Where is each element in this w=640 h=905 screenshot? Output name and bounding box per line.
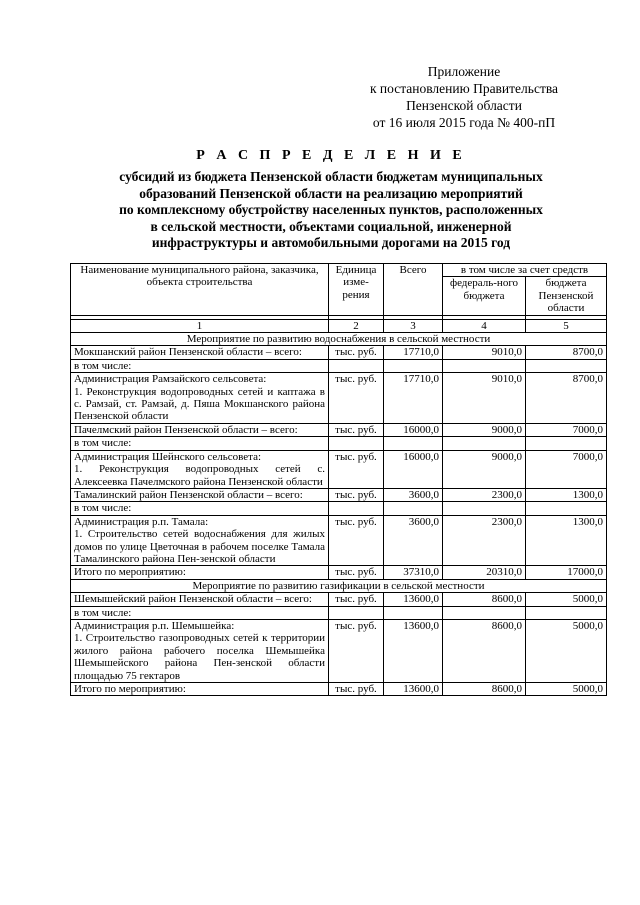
document-heading bbox=[58, 147, 604, 252]
row-name bbox=[71, 450, 329, 488]
table-row bbox=[71, 593, 607, 606]
row-regional: 7000,0 bbox=[526, 423, 607, 436]
appendix-line: Пензенской области bbox=[406, 98, 522, 113]
row-federal: 8600,0 bbox=[443, 619, 526, 682]
empty-cell bbox=[526, 437, 607, 450]
appendix-line: от 16 июля 2015 года № 400-пП bbox=[372, 115, 556, 130]
row-unit: тыс. руб. bbox=[329, 346, 384, 359]
row-total: 17710,0 bbox=[384, 346, 443, 359]
column-number: 4 bbox=[443, 319, 526, 332]
column-number: 1 bbox=[71, 319, 329, 332]
row-name-line: 1. Реконструкция водопроводных сетей с. Алексеевка Пачелмского района Пензенской области bbox=[74, 463, 325, 488]
row-federal: 2300,0 bbox=[443, 488, 526, 501]
subtotal-note-row bbox=[71, 502, 607, 515]
table-row bbox=[71, 346, 607, 359]
subtotal-note-row bbox=[71, 437, 607, 450]
row-regional: 8700,0 bbox=[526, 346, 607, 359]
section-row bbox=[71, 333, 607, 346]
row-name bbox=[71, 593, 329, 606]
empty-cell bbox=[384, 359, 443, 372]
empty-cell bbox=[526, 502, 607, 515]
empty-cell bbox=[329, 359, 384, 372]
section-title: Мероприятие по развитию водоснабжения в сельской местности bbox=[71, 333, 607, 346]
row-unit: тыс. руб. bbox=[329, 488, 384, 501]
table-row bbox=[71, 683, 607, 696]
header-total: Всего bbox=[384, 264, 443, 316]
row-name bbox=[71, 346, 329, 359]
row-regional: 5000,0 bbox=[526, 593, 607, 606]
table-row bbox=[71, 450, 607, 488]
appendix-block bbox=[330, 63, 598, 131]
table-row bbox=[71, 619, 607, 682]
row-unit: тыс. руб. bbox=[329, 515, 384, 566]
row-regional: 1300,0 bbox=[526, 488, 607, 501]
table-row bbox=[71, 488, 607, 501]
header-including: в том числе за счет средств bbox=[443, 264, 607, 277]
row-federal: 9010,0 bbox=[443, 346, 526, 359]
row-unit: тыс. руб. bbox=[329, 423, 384, 436]
table-row bbox=[71, 423, 607, 436]
empty-cell bbox=[329, 502, 384, 515]
heading-line: субсидий из бюджета Пензенской области бюджетам муниципальных bbox=[119, 169, 543, 184]
row-unit: тыс. руб. bbox=[329, 683, 384, 696]
header-row bbox=[71, 264, 607, 277]
empty-cell bbox=[329, 606, 384, 619]
document-title: Р А С П Р Е Д Е Л Е Н И Е bbox=[196, 148, 466, 163]
row-regional: 7000,0 bbox=[526, 450, 607, 488]
empty-cell bbox=[329, 437, 384, 450]
row-unit: тыс. руб. bbox=[329, 619, 384, 682]
row-name bbox=[71, 619, 329, 682]
row-regional: 5000,0 bbox=[526, 619, 607, 682]
row-regional: 1300,0 bbox=[526, 515, 607, 566]
heading-line: образований Пензенской области на реализацию мероприятий bbox=[139, 185, 523, 201]
row-unit: тыс. руб. bbox=[329, 593, 384, 606]
header-name: Наименование муниципального района, заказчика, объекта строительства bbox=[71, 264, 329, 316]
row-name bbox=[71, 423, 329, 436]
row-federal: 9000,0 bbox=[443, 423, 526, 436]
column-number-row bbox=[71, 319, 607, 332]
empty-cell bbox=[526, 606, 607, 619]
row-name-line: Администрация р.п. Шемышейка: bbox=[74, 619, 235, 632]
subtotal-note-row bbox=[71, 606, 607, 619]
row-federal: 20310,0 bbox=[443, 566, 526, 579]
row-total: 37310,0 bbox=[384, 566, 443, 579]
row-regional: 8700,0 bbox=[526, 373, 607, 424]
table-row bbox=[71, 373, 607, 424]
row-name-line: Итого по мероприятию: bbox=[74, 566, 186, 579]
row-total: 16000,0 bbox=[384, 450, 443, 488]
column-number: 3 bbox=[384, 319, 443, 332]
row-federal: 8600,0 bbox=[443, 683, 526, 696]
row-total: 13600,0 bbox=[384, 619, 443, 682]
note-cell: в том числе: bbox=[71, 606, 329, 619]
row-name bbox=[71, 566, 329, 579]
row-name-line: Пачелмский район Пензенской области – всего: bbox=[74, 423, 298, 436]
header-federal: федераль-ного бюджета bbox=[443, 277, 526, 315]
row-total: 3600,0 bbox=[384, 488, 443, 501]
table-row bbox=[71, 515, 607, 566]
note-cell: в том числе: bbox=[71, 359, 329, 372]
column-number: 2 bbox=[329, 319, 384, 332]
column-number: 5 bbox=[526, 319, 607, 332]
heading-line: в сельской местности, объектами социальной, инженерной bbox=[150, 218, 512, 234]
row-total: 16000,0 bbox=[384, 423, 443, 436]
heading-line: по комплексному обустройству населенных пунктов, расположенных bbox=[119, 202, 543, 217]
row-name-line: Администрация Шейнского сельсовета: bbox=[74, 450, 262, 463]
empty-cell bbox=[384, 437, 443, 450]
row-name-line: 1. Реконструкция водопроводных сетей и каптажа в с. Рамзай, ст. Рамзай, д. Пяша Мокшанского района Пензенской области bbox=[74, 385, 325, 423]
header-regional: бюджета Пензенской области bbox=[526, 277, 607, 315]
row-name-line: Администрация р.п. Тамала: bbox=[74, 515, 209, 528]
table-row bbox=[71, 566, 607, 579]
row-total: 13600,0 bbox=[384, 593, 443, 606]
table-body bbox=[71, 264, 607, 696]
row-federal: 8600,0 bbox=[443, 593, 526, 606]
row-unit: тыс. руб. bbox=[329, 373, 384, 424]
row-name bbox=[71, 515, 329, 566]
empty-cell bbox=[443, 359, 526, 372]
empty-cell bbox=[384, 502, 443, 515]
row-federal: 9010,0 bbox=[443, 373, 526, 424]
note-cell: в том числе: bbox=[71, 502, 329, 515]
appendix-line: Приложение bbox=[427, 64, 501, 79]
row-name-line: 1. Строительство сетей водоснабжения для жилых домов по улице Цветочная в рабочем поселке Тамала Тамалинского района Пен-зенской области bbox=[74, 528, 325, 565]
row-total: 17710,0 bbox=[384, 373, 443, 424]
distribution-table bbox=[70, 263, 607, 696]
row-name-line: Мокшанский район Пензенской области – всего: bbox=[74, 346, 302, 359]
row-federal: 9000,0 bbox=[443, 450, 526, 488]
row-unit: тыс. руб. bbox=[329, 566, 384, 579]
empty-cell bbox=[443, 437, 526, 450]
header-unit: Единица изме-рения bbox=[329, 264, 384, 316]
section-title: Мероприятие по развитию газификации в сельской местности bbox=[71, 579, 607, 592]
row-name-line: Шемышейский район Пензенской области – всего: bbox=[74, 593, 312, 606]
row-name bbox=[71, 683, 329, 696]
row-name-line: 1. Строительство газопроводных сетей к территории жилого района рабочего поселка Шемышейка Шемышейского района Пен-зенской области площадью 75 гектаров bbox=[74, 632, 325, 682]
appendix-line: к постановлению Правительства bbox=[369, 81, 559, 96]
row-regional: 17000,0 bbox=[526, 566, 607, 579]
empty-cell bbox=[443, 502, 526, 515]
section-row bbox=[71, 579, 607, 592]
row-name bbox=[71, 488, 329, 501]
row-name bbox=[71, 373, 329, 424]
row-name-line: Итого по мероприятию: bbox=[74, 683, 186, 695]
row-unit: тыс. руб. bbox=[329, 450, 384, 488]
row-name-line: Тамалинский район Пензенской области – всего: bbox=[74, 488, 303, 501]
row-total: 3600,0 bbox=[384, 515, 443, 566]
subtotal-note-row bbox=[71, 359, 607, 372]
row-total: 13600,0 bbox=[384, 683, 443, 696]
row-federal: 2300,0 bbox=[443, 515, 526, 566]
heading-line: инфраструктуры и автомобильными дорогами на 2015 год bbox=[151, 235, 511, 250]
note-cell: в том числе: bbox=[71, 437, 329, 450]
empty-cell bbox=[526, 359, 607, 372]
row-regional: 5000,0 bbox=[526, 683, 607, 696]
empty-cell bbox=[443, 606, 526, 619]
row-name-line: Администрация Рамзайского сельсовета: bbox=[74, 373, 267, 386]
empty-cell bbox=[384, 606, 443, 619]
